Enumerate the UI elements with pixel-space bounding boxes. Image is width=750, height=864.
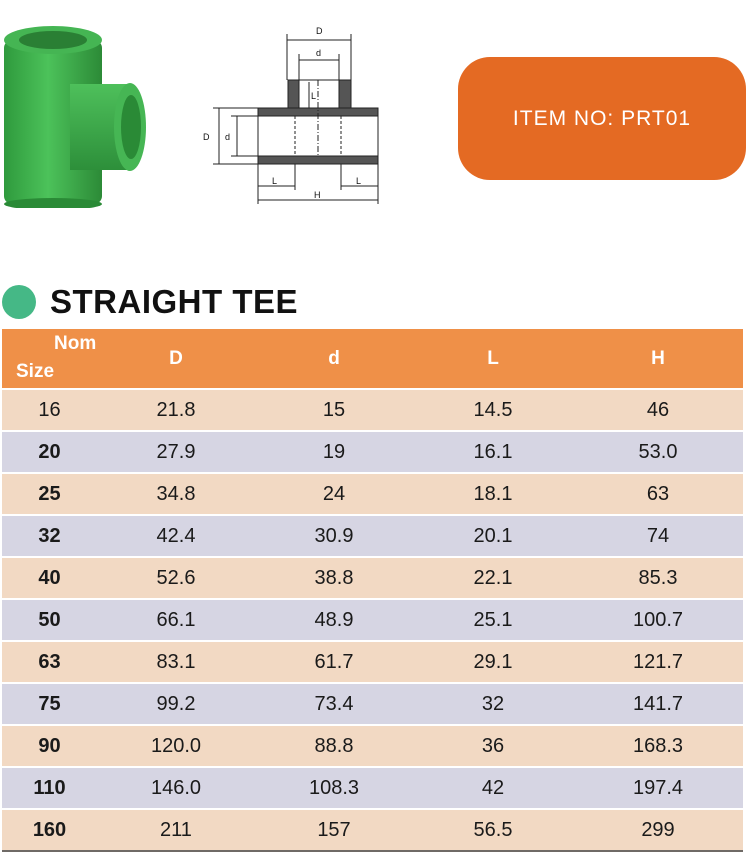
section-heading (2, 280, 298, 324)
cell-L: 18.1 (473, 482, 513, 505)
section-title: STRAIGHT TEE (50, 283, 299, 320)
cell-L: 56.5 (473, 818, 513, 841)
cell-D: 83.1 (156, 650, 196, 673)
cell-D: 146.0 (150, 776, 202, 799)
cell-d: 157 (317, 818, 351, 841)
cell-size: 110 (33, 776, 66, 799)
cell-d: 73.4 (314, 692, 354, 715)
cell-L: 36 (481, 734, 505, 757)
cell-d: 108.3 (308, 776, 360, 799)
cell-size: 20 (38, 440, 61, 463)
cell-d: 19 (322, 440, 346, 463)
cell-H: 168.3 (632, 734, 684, 757)
dim-D-top: D (316, 26, 323, 36)
cell-L: 42 (481, 776, 505, 799)
cell-D: 66.1 (156, 608, 196, 631)
cell-size: 25 (38, 482, 61, 505)
dim-D-side: D (203, 132, 210, 142)
table-row (2, 430, 743, 472)
cell-d: 61.7 (314, 650, 354, 673)
cell-D: 21.8 (156, 398, 196, 421)
cell-D: 120.0 (150, 734, 202, 757)
cell-d: 38.8 (314, 566, 354, 589)
cell-D: 99.2 (156, 692, 196, 715)
cell-d: 24 (322, 482, 346, 505)
item-number-badge: ITEM NO: PRT01 (458, 57, 746, 180)
cell-H: 299 (641, 818, 675, 841)
tee-fitting-photo (0, 22, 160, 208)
table-row (2, 514, 743, 556)
cell-L: 22.1 (473, 566, 513, 589)
header-d: d (328, 347, 340, 369)
product-header (0, 0, 750, 240)
cell-D: 211 (160, 818, 192, 841)
table-row (2, 598, 743, 640)
header-nom-label: Nom (54, 333, 97, 354)
cell-H: 100.7 (632, 608, 684, 631)
table-row (2, 808, 743, 850)
table-row (2, 766, 743, 808)
cell-D: 52.6 (156, 566, 196, 589)
dimensions-table (2, 329, 743, 852)
bullet-dot-icon (2, 285, 36, 319)
cell-d: 30.9 (314, 524, 354, 547)
cell-H: 53.0 (638, 440, 678, 463)
cell-H: 85.3 (638, 566, 678, 589)
cell-size: 90 (38, 734, 61, 757)
dim-L-vertical: L (311, 91, 317, 101)
table-header (2, 329, 743, 388)
table-row (2, 724, 743, 766)
table-row (2, 388, 743, 430)
cell-size: 32 (38, 524, 61, 547)
dim-L-left: L (272, 176, 278, 186)
cell-d: 15 (322, 398, 346, 421)
cell-H: 121.7 (632, 650, 684, 673)
cell-d: 48.9 (314, 608, 354, 631)
cell-size: 16 (38, 398, 61, 421)
dim-H: H (314, 190, 321, 200)
cell-size: 50 (38, 608, 61, 631)
cell-H: 141.7 (632, 692, 684, 715)
cell-D: 27.9 (156, 440, 196, 463)
cell-D: 42.4 (156, 524, 196, 547)
cell-H: 46 (646, 398, 670, 421)
table-row (2, 556, 743, 598)
table-row (2, 472, 743, 514)
cell-size: 63 (38, 650, 61, 673)
table-body (2, 388, 743, 850)
cell-H: 197.4 (632, 776, 684, 799)
header-size-label: Size (16, 361, 55, 382)
table-row (2, 682, 743, 724)
header-L: L (487, 347, 499, 369)
cell-L: 25.1 (473, 608, 513, 631)
cell-L: 14.5 (473, 398, 513, 421)
header-nom-size (2, 329, 97, 388)
cell-L: 29.1 (473, 650, 513, 673)
dim-d-side: d (225, 132, 231, 142)
cell-d: 88.8 (314, 734, 354, 757)
dim-d-top: d (316, 48, 322, 58)
cell-size: 40 (38, 566, 61, 589)
cell-L: 16.1 (473, 440, 513, 463)
dim-L-right: L (356, 176, 362, 186)
header-D: D (169, 347, 183, 369)
cell-L: 20.1 (473, 524, 513, 547)
cell-size: 160 (32, 818, 67, 841)
cell-L: 32 (481, 692, 505, 715)
cell-H: 74 (646, 524, 670, 547)
table-row (2, 640, 743, 682)
cell-size: 75 (38, 692, 61, 715)
cell-D: 34.8 (156, 482, 196, 505)
header-H: H (651, 347, 665, 369)
tee-technical-drawing (195, 20, 390, 215)
cell-H: 63 (646, 482, 670, 505)
